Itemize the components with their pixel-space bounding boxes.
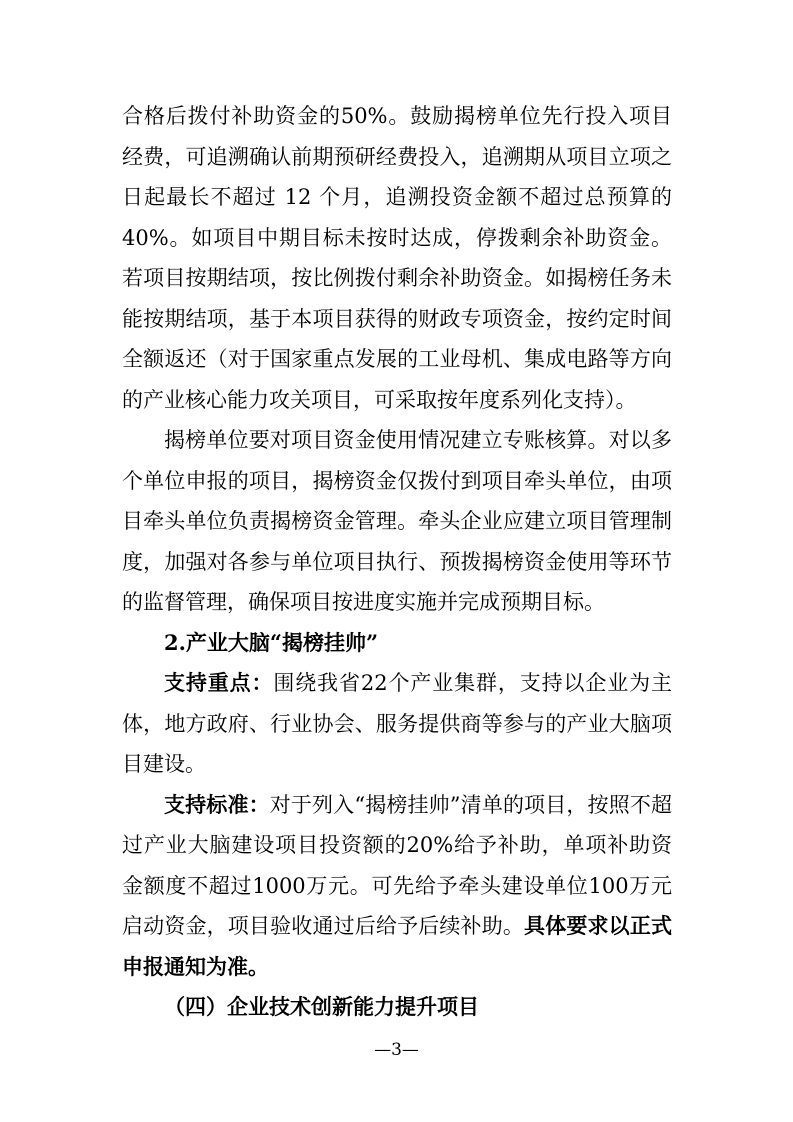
label-support-focus: 支持重点： (164, 670, 274, 695)
heading-industry-brain: 2.产业大脑“揭榜挂帅” (164, 629, 379, 655)
text-support-standard-note: 具体要求以正式申报通知为准。 (122, 913, 673, 979)
paragraph-funding-disbursement: 合格后拨付补助资金的50%。鼓励揭榜单位先行投入项目经费，可追溯确认前期预研经费投入，追溯期从项目立项之日起最长不超过 12 个月，追溯投资金额不超过总预算的40%。如项目中期目标未按时达成，停拨剩余补助资金。若项目按期结项，按比例拨付剩余补助资金。如揭榜任务未能按期结项，基于本项目获得的财政专项资金，按约定时间全额返还（对于国家重点发展的工业母机、集成电路等方向的产业核心能力攻关项目，可采取按年度系列化支持）。 (122, 104, 672, 412)
label-support-standard: 支持标准： (164, 791, 270, 817)
document-body (122, 96, 672, 1028)
text-support-standard: 对于列入“揭榜挂帅”清单的项目，按照不超过产业大脑建设项目投资额的20%给予补助，单项补助资金额度不超过1000万元。可先给予牵头建设单位100万元启动资金，项目验收通过后给予后续补助。 (122, 792, 672, 938)
page-number: —3— (374, 1040, 419, 1060)
section-heading-four: （四）企业技术创新能力提升项目 (164, 994, 479, 1019)
paragraph-fund-management: 揭榜单位要对项目资金使用情况建立专账核算。对以多个单位申报的项目，揭榜资金仅拨付到项目牵头单位，由项目牵头单位负责揭榜资金管理。牵头企业应建立项目管理制度，加强对各参与单位项目执行、预拨揭榜资金使用等环节的监督管理，确保项目按进度实施并完成预期目标。 (122, 428, 672, 614)
paragraph-support-standard (122, 785, 672, 988)
text-support-focus: 围绕我省22个产业集群，支持以企业为主体，地方政府、行业协会、服务提供商等参与的产业大脑项目建设。 (122, 671, 672, 776)
paragraph-support-focus (122, 663, 672, 785)
